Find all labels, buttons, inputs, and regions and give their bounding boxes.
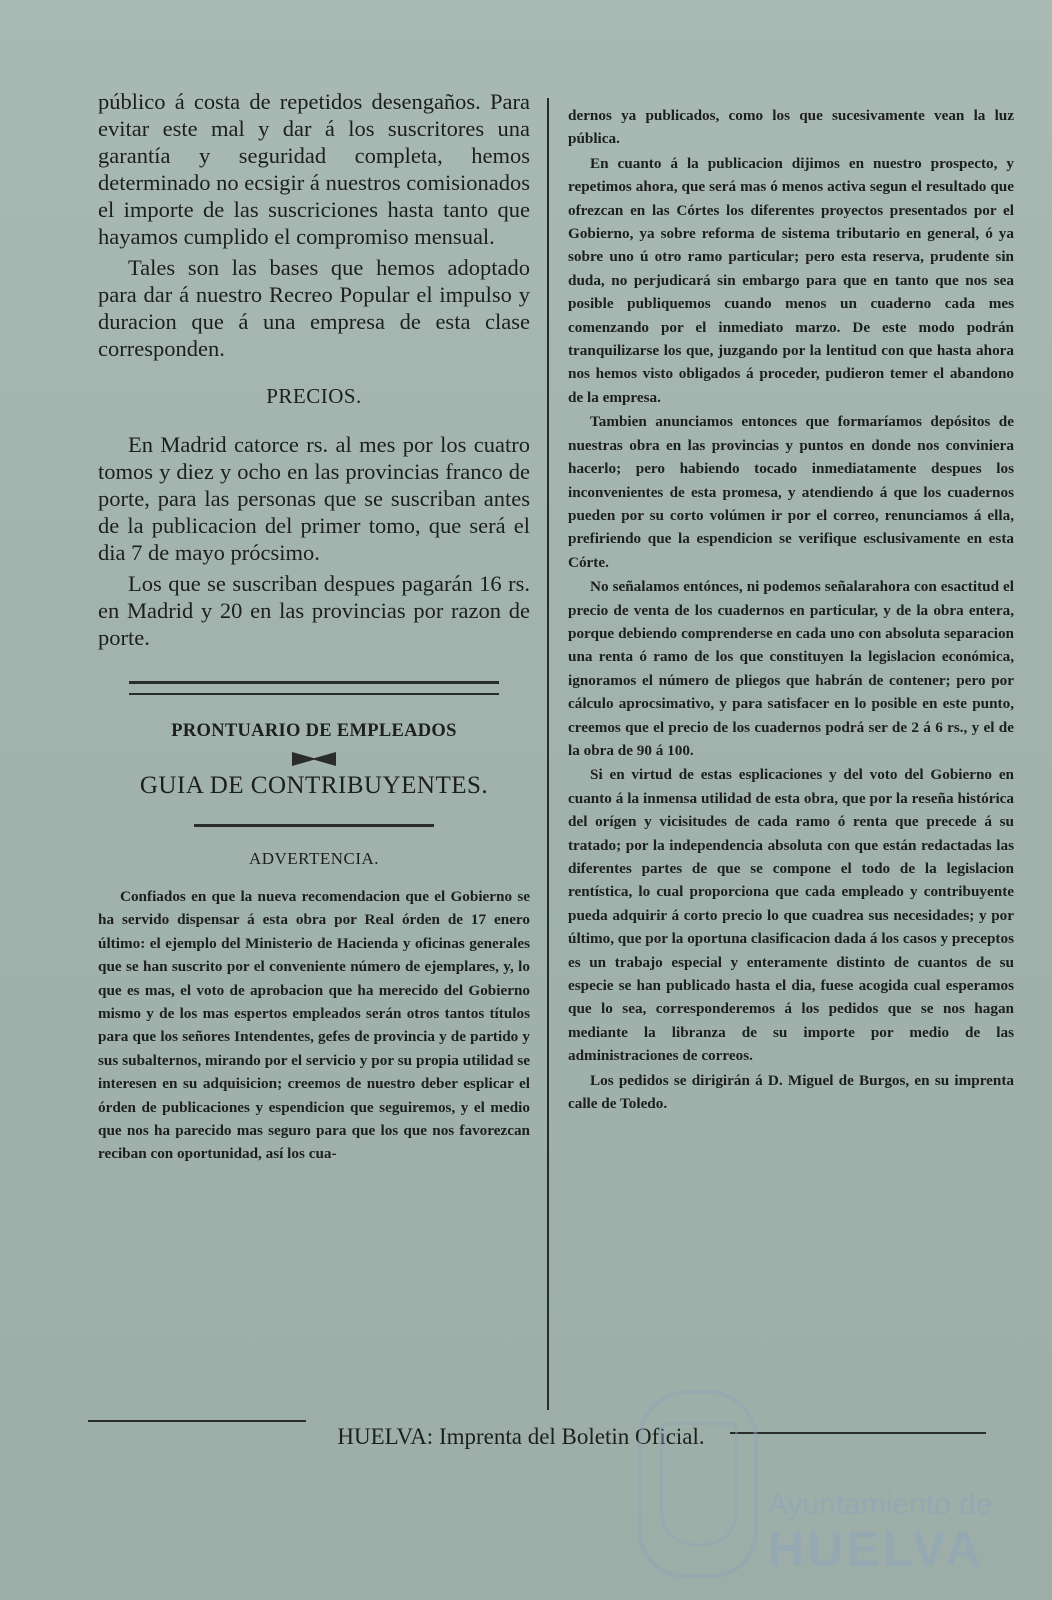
right-paragraph-5: Si en virtud de estas esplicaciones y del voto del Gobierno en cuanto á la inmensa utilidad de esta obra, que por la reseña histórica del orígen y vicisitudes de cada ramo ó renta que precede á su tratado; por la independencia absoluta con que están redactadas las diferentes partes de que se compone el todo de la legislacion rentística, lo cual proporciona que cada empleado y contribuyente pueda adquirir á corto precio lo que cuadrea sus necesidades; y por último, que por la oportuna clasificacion dada á los casos y preceptos es un trabajo especial y enteramente distinto de cuantos de su especie se han publicado hasta el dia, fuese acogida cual esperamos que lo sea, corresponderemos á los pedidos que se nos hagan mediante la libranza de su importe por medio de las administraciones de correos.	[568, 766, 1014, 1065]
advertencia-paragraph: Confiados en que la nueva recomendacion que el Gobierno se ha servido dispensar á esta obra por Real órden de 17 enero último: el ejemplo del Ministerio de Hacienda y oficinas generales que se han suscrito por el conveniente número de ejemplares, y, lo que es mas, el voto de aprobacion que ha merecido del Gobierno mismo y de los mas espertos empleados serán otros tantos títulos para que los señores Intendentes, gefes de provincia y de partido y sus subalternos, mirando por el servicio y por su propia utilidad se interesen en su adquisicion; creemos de nuestro deber esplicar el órden de publicaciones y espendicion que seguiremos, y el medio que nos ha parecido mas seguro para que los que nos favorezcan reciban con oportunidad, así los cua-	[98, 888, 530, 1163]
right-paragraph-6: Los pedidos se dirigirán á D. Miguel de Burgos, en su imprenta calle de Toledo.	[568, 1071, 1014, 1113]
intro-paragraph-2: Tales son las bases que hemos adoptado para dar á nuestro Recreo Popular el impulso y duracion que á una empresa de esta clase corresponden.	[98, 255, 530, 361]
title-prontuario: PRONTUARIO DE EMPLEADOS	[171, 721, 457, 741]
right-paragraph-2: En cuanto á la publicacion dijimos en nuestro prospecto, y repetimos ahora, que será mas ó menos activa segun el resultado que ofrezcan en las Córtes los diferentes proyectos presentados por el Gobierno, ya sobre reforma de sistema tributario en general, ó ya sobre uno ú otro ramo particular; pero esta reserva, prudente sin duda, no perjudicará sin embargo para que en tanto que nos sea posible publiquemos cuando menos un cuaderno cada mes comenzando por el inmediato marzo. De este modo podrán tranquilizarse los que, juzgando por la lentitud con que hasta ahora nos hemos visto obligados á proceder, pudieron temer el abandono de la empresa.	[568, 154, 1014, 406]
intro-text	[98, 88, 530, 362]
advertencia-heading: ADVERTENCIA.	[248, 849, 380, 868]
footer-rule-right	[730, 1432, 986, 1434]
precios-text	[98, 431, 530, 651]
coat-of-arms-icon	[638, 1390, 758, 1578]
right-paragraph-4: No señalamos entónces, ni podemos señalarahora con esactitud el precio de venta de los cuadernos en particular, y de la obra entera, porque debiendo comprenderse en cada uno con absoluta separacion una renta ó ramo de los que constituyen la legislacion económica, ignoramos el número de pliegos que habrán de contener; pero por cálculo aprocsimativo, y para satisfacer en lo posible en este punto, creemos que el precio de los cuadernos podrá ser de 2 á 6 rs., y el de la obra de 90 á 100.	[568, 578, 1014, 759]
column-divider	[547, 98, 549, 1410]
precios-heading: PRECIOS.	[266, 384, 362, 408]
ornament-icon	[292, 752, 336, 766]
double-divider	[129, 681, 499, 695]
intro-paragraph-1: público á costa de repetidos desengaños. Para evitar este mal y dar á los suscritores una garantía y seguridad completa, hemos determinado no ecsigir á nuestros comisionados el importe de las suscriciones hasta tanto que hayamos cumplido el compromiso mensual.	[98, 89, 530, 249]
precios-paragraph-1: En Madrid catorce rs. al mes por los cuatro tomos y diez y ocho en las provincias franco de porte, para las personas que se suscriban antes de la publicacion del primer tomo, que será el dia 7 de mayo prócsimo.	[98, 432, 530, 565]
right-paragraph-1: dernos ya publicados, como los que sucesivamente vean la luz pública.	[568, 107, 1014, 148]
precios-paragraph-2: Los que se suscriban despues pagarán 16 rs. en Madrid y 20 en las provincias por razon de porte.	[98, 571, 530, 650]
shield-icon	[660, 1422, 738, 1546]
divider	[194, 824, 434, 827]
right-column	[568, 104, 1014, 1115]
left-column	[98, 88, 530, 1166]
footer-rule-left	[88, 1420, 306, 1422]
imprint-footer: HUELVA: Imprenta del Boletin Oficial.	[337, 1424, 705, 1449]
right-paragraph-3: Tambien anunciamos entonces que formaríamos depósitos de nuestras obra en las provincias y puntos en donde nos conviniera hacerlo; pero habiendo tocado inmediatamente despues los inconvenientes de esta promesa, y atendiendo á que los cuadernos pueden por su corto volúmen ir por el correo, renunciamos á ella, prefiriendo que la espendicion se verifique esclusivamente en esta Córte.	[568, 413, 1014, 571]
watermark-line2: HUELVA	[768, 1521, 985, 1577]
watermark-line1: Ayuntamiento de	[768, 1488, 993, 1521]
advertencia-text	[98, 885, 530, 1166]
title-guia: GUIA DE CONTRIBUYENTES.	[139, 772, 489, 799]
